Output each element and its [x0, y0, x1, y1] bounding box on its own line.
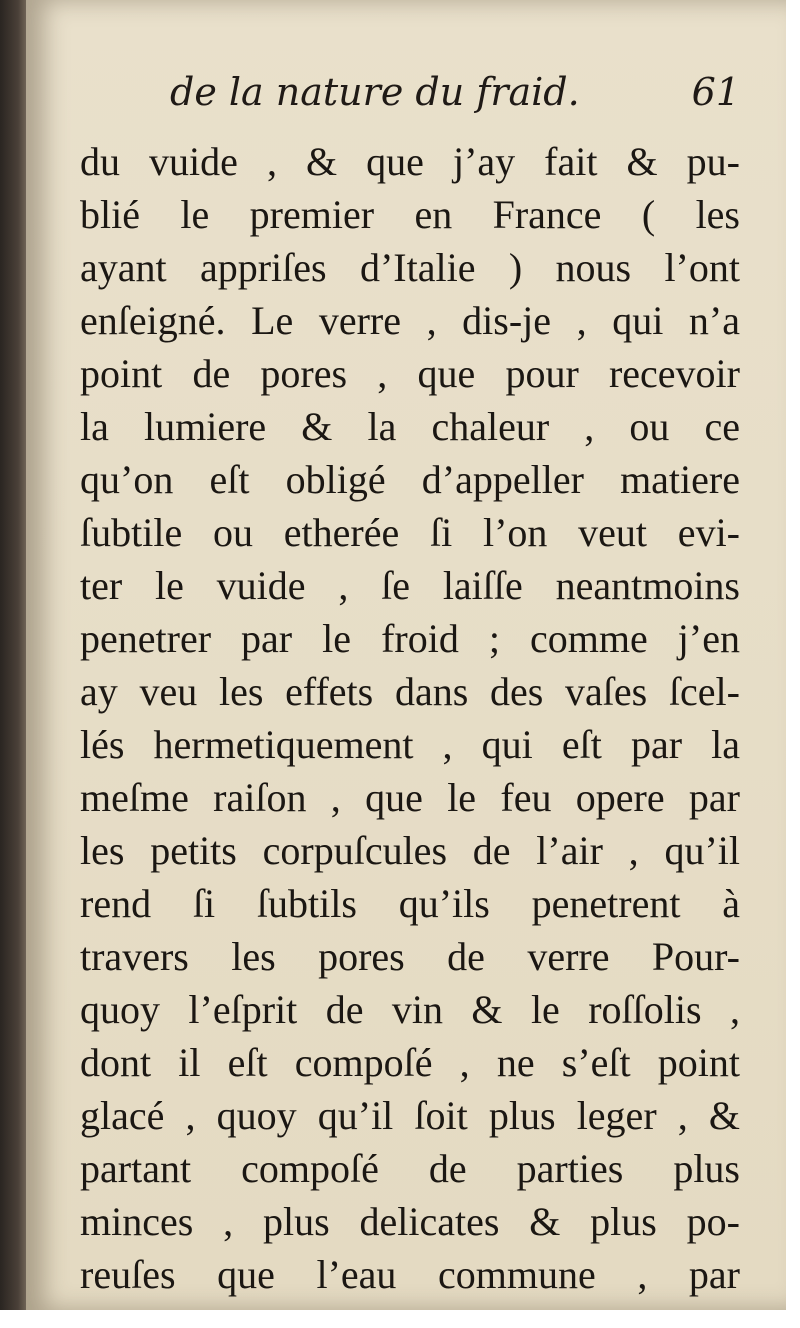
text-line: travers les pores de verre Pour-: [80, 934, 740, 979]
text-line: les petits corpuſcules de l’air , qu’il: [80, 828, 740, 873]
text-line: reuſes que l’eau commune , par: [80, 1252, 740, 1297]
text-line: qu’on eſt obligé d’appeller matiere: [80, 457, 740, 502]
text-line: dont il eſt compoſé , ne s’eſt point: [80, 1040, 740, 1085]
text-line: enſeigné. Le verre , dis-je , qui n’a: [80, 298, 740, 343]
text-line: la lumiere & la chaleur , ou ce: [80, 404, 740, 449]
text-line: glacé , quoy qu’il ſoit plus leger , &: [80, 1093, 740, 1138]
text-line: partant compoſé de parties plus: [80, 1146, 740, 1191]
text-line: ter le vuide , ſe laiſſe neantmoins: [80, 563, 740, 608]
running-head-title: de la nature du fraid.: [170, 70, 580, 114]
text-line: meſme raiſon , que le feu opere par: [80, 775, 740, 820]
body-text: [80, 135, 740, 1328]
running-head: [170, 70, 740, 130]
text-line: blié le premier en France ( les: [80, 192, 740, 237]
text-line: ay veu les effets dans des vaſes ſcel-: [80, 669, 740, 714]
scan-bottom-margin: [0, 1310, 800, 1328]
text-line: minces , plus delicates & plus po-: [80, 1199, 740, 1244]
text-line: du vuide , & que j’ay fait & pu-: [80, 139, 740, 184]
text-line: penetrer par le froid ; comme j’en: [80, 616, 740, 661]
text-line: rend ſi ſubtils qu’ils penetrent à: [80, 881, 740, 926]
text-line: ſubtile ou etherée ſi l’on veut evi-: [80, 510, 740, 555]
text-line: quoy l’eſprit de vin & le roſſolis ,: [80, 987, 740, 1032]
text-line: ayant appriſes d’Italie ) nous l’ont: [80, 245, 740, 290]
text-line: lés hermetiquement , qui eſt par la: [80, 722, 740, 767]
page-number: 61: [691, 70, 740, 114]
text-line: point de pores , que pour recevoir: [80, 351, 740, 396]
